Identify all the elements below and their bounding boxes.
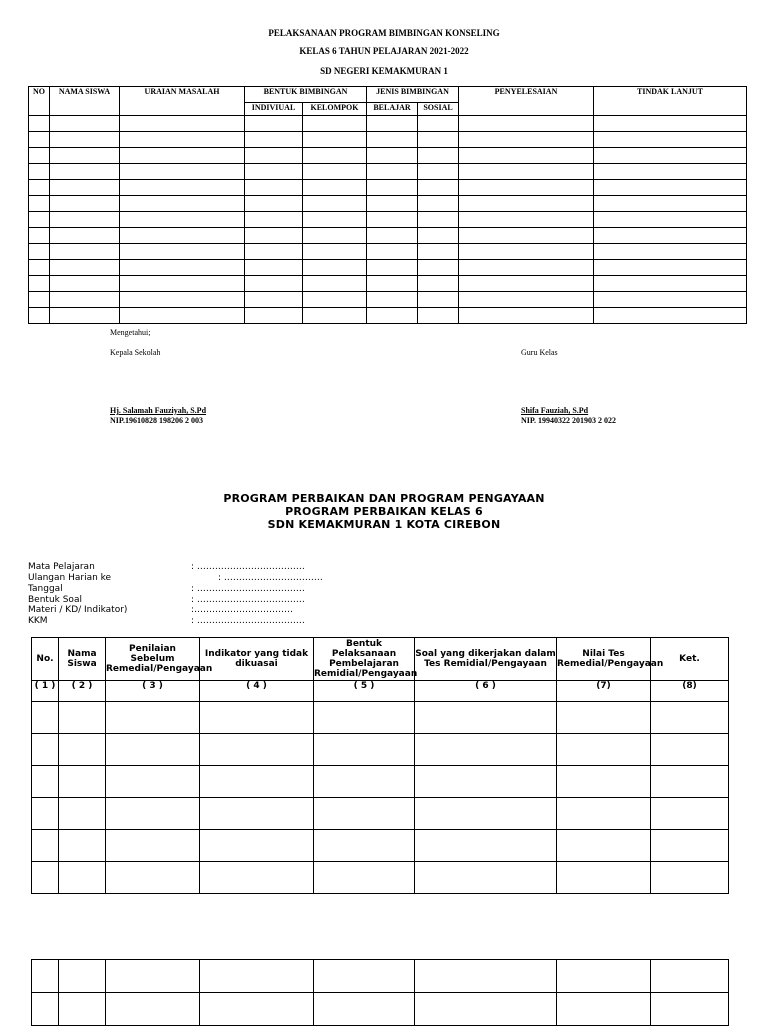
empty-cell [367,148,418,164]
empty-cell [29,132,50,148]
table-row [29,228,747,244]
header-sosial: SOSIAL [418,103,459,116]
empty-cell [245,116,303,132]
section1-title-line1: PELAKSANAAN PROGRAM BIMBINGAN KONSELING [268,28,500,38]
empty-cell [106,734,200,766]
field-materi-label: Materi / KD/ Indikator) [28,605,128,615]
empty-cell [59,702,106,734]
section2-title-line2: PROGRAM PERBAIKAN KELAS 6 [285,505,483,518]
empty-cell [459,276,594,292]
empty-cell [245,148,303,164]
empty-cell [50,260,120,276]
empty-cell [459,228,594,244]
empty-cell [314,798,415,830]
header-no: NO [29,87,50,116]
empty-cell [303,116,367,132]
empty-cell [303,244,367,260]
section1-title-line3: SD NEGERI KEMAKMURAN 1 [320,66,448,76]
table-row [32,993,729,1026]
empty-cell [594,260,747,276]
empty-cell [59,798,106,830]
empty-cell [594,164,747,180]
empty-cell [50,164,120,180]
empty-cell [50,196,120,212]
empty-cell [29,228,50,244]
empty-cell [314,702,415,734]
empty-cell [120,244,245,260]
empty-cell [120,308,245,324]
column-number: ( 6 ) [415,681,557,702]
empty-cell [459,148,594,164]
empty-cell [32,766,59,798]
kepala-sekolah-name: Hj. Salamah Fauziyah, S.Pd [110,406,207,415]
empty-cell [59,993,106,1026]
empty-cell [59,862,106,894]
empty-cell [651,798,729,830]
empty-cell [29,164,50,180]
header-nama-siswa: NAMA SISWA [50,87,120,116]
empty-cell [367,196,418,212]
table-row [29,116,747,132]
empty-cell [245,228,303,244]
empty-cell [303,148,367,164]
empty-cell [50,132,120,148]
empty-cell [557,862,651,894]
empty-cell [415,993,557,1026]
empty-cell [651,734,729,766]
empty-cell [459,180,594,196]
empty-cell [418,180,459,196]
table-row [32,766,729,798]
table-row [29,244,747,260]
empty-cell [50,148,120,164]
empty-cell [245,276,303,292]
empty-cell [594,292,747,308]
empty-cell [415,766,557,798]
empty-cell [200,766,314,798]
empty-cell [59,766,106,798]
empty-cell [29,292,50,308]
empty-cell [106,862,200,894]
empty-cell [651,960,729,993]
empty-cell [651,766,729,798]
empty-cell [245,164,303,180]
guru-kelas-nip: NIP. 19940322 201903 2 022 [521,416,617,425]
table-row [32,960,729,993]
empty-cell [418,308,459,324]
field-kkm-value: : ……………………………… [191,616,305,626]
empty-cell [200,798,314,830]
empty-cell [415,960,557,993]
empty-cell [50,116,120,132]
empty-cell [303,196,367,212]
empty-cell [106,766,200,798]
empty-cell [29,244,50,260]
header-penilaian: Penilaian Sebelum Remedial/Pengayaan [106,638,200,681]
table-row [29,164,747,180]
empty-cell [415,734,557,766]
empty-cell [651,862,729,894]
empty-cell [557,702,651,734]
empty-cell [32,830,59,862]
column-number: ( 2 ) [59,681,106,702]
empty-cell [303,276,367,292]
table-row [29,148,747,164]
empty-cell [106,993,200,1026]
empty-cell [651,993,729,1026]
empty-cell [32,960,59,993]
empty-cell [418,196,459,212]
guru-kelas-name: Shifa Fauziah, S.Pd [521,406,589,415]
table-row [29,276,747,292]
empty-cell [59,830,106,862]
empty-cell [303,308,367,324]
empty-cell [557,993,651,1026]
empty-cell [367,132,418,148]
header-indikator: Indikator yang tidak dikuasai [200,638,314,681]
column-number: ( 5 ) [314,681,415,702]
empty-cell [303,228,367,244]
empty-cell [557,798,651,830]
empty-cell [594,132,747,148]
empty-cell [29,116,50,132]
column-number: (8) [651,681,729,702]
empty-cell [303,212,367,228]
empty-cell [594,180,747,196]
column-number: ( 4 ) [200,681,314,702]
empty-cell [59,734,106,766]
empty-cell [245,308,303,324]
empty-cell [314,862,415,894]
empty-cell [651,830,729,862]
empty-cell [245,180,303,196]
empty-cell [459,292,594,308]
empty-cell [367,228,418,244]
empty-cell [50,228,120,244]
header-nama-siswa: Nama Siswa [59,638,106,681]
empty-cell [29,308,50,324]
empty-cell [418,212,459,228]
field-ulangan-value: : …………………………… [218,573,323,583]
empty-cell [120,148,245,164]
empty-cell [594,148,747,164]
empty-cell [120,116,245,132]
empty-cell [120,132,245,148]
empty-cell [59,960,106,993]
empty-cell [120,276,245,292]
empty-cell [29,260,50,276]
empty-cell [120,260,245,276]
empty-cell [314,993,415,1026]
empty-cell [29,180,50,196]
section2-title-line1: PROGRAM PERBAIKAN DAN PROGRAM PENGAYAAN [223,492,545,505]
empty-cell [50,308,120,324]
empty-cell [245,212,303,228]
empty-cell [459,132,594,148]
empty-cell [32,993,59,1026]
empty-cell [314,766,415,798]
empty-cell [200,734,314,766]
field-tanggal-value: : ……………………………… [191,584,305,594]
empty-cell [418,148,459,164]
empty-cell [459,212,594,228]
table-row [32,798,729,830]
table-row [32,862,729,894]
empty-cell [314,830,415,862]
field-kkm-label: KKM [28,616,48,626]
empty-cell [314,960,415,993]
empty-cell [120,292,245,308]
remedial-table-continued [31,959,729,1026]
empty-cell [367,116,418,132]
empty-cell [418,244,459,260]
empty-cell [594,308,747,324]
header-penyelesaian: PENYELESAIAN [459,87,594,116]
empty-cell [367,164,418,180]
column-number: (7) [557,681,651,702]
empty-cell [557,766,651,798]
empty-cell [245,260,303,276]
empty-cell [415,798,557,830]
table-row [29,196,747,212]
kepala-sekolah-label: Kepala Sekolah [110,348,161,357]
empty-cell [594,196,747,212]
empty-cell [459,260,594,276]
empty-cell [459,196,594,212]
empty-cell [303,260,367,276]
empty-cell [106,960,200,993]
guru-kelas-label: Guru Kelas [521,348,558,357]
empty-cell [50,180,120,196]
header-bentuk-pelaksanaan: Bentuk Pelaksanaan Pembelajaran Remidial/Pengayaan [314,639,418,679]
empty-cell [314,734,415,766]
empty-cell [32,734,59,766]
empty-cell [32,798,59,830]
table-row [29,180,747,196]
empty-cell [32,702,59,734]
empty-cell [50,276,120,292]
header-no: No. [32,638,59,681]
field-bentuk-soal-label: Bentuk Soal [28,595,82,605]
remedial-table [31,637,729,894]
empty-cell [200,702,314,734]
empty-cell [367,180,418,196]
field-mata-pelajaran-value: : ……………………………… [191,562,305,572]
empty-cell [594,276,747,292]
empty-cell [415,862,557,894]
empty-cell [557,734,651,766]
table-row [32,702,729,734]
field-tanggal-label: Tanggal [28,584,63,594]
empty-cell [557,830,651,862]
empty-cell [245,196,303,212]
empty-cell [367,260,418,276]
field-materi-value: :…………………………… [191,605,294,615]
field-ulangan-label: Ulangan Harian ke [28,573,112,583]
empty-cell [120,180,245,196]
field-bentuk-soal-value: : ……………………………… [191,595,305,605]
header-uraian-masalah: URAIAN MASALAH [120,87,245,116]
column-number: ( 3 ) [106,681,200,702]
kepala-sekolah-nip: NIP.19610828 198206 2 003 [110,416,204,425]
empty-cell [594,116,747,132]
empty-cell [303,164,367,180]
empty-cell [418,132,459,148]
header-nilai-tes: Nilai Tes Remedial/Pengayaan [557,638,651,681]
empty-cell [594,244,747,260]
empty-cell [459,308,594,324]
empty-cell [29,196,50,212]
empty-cell [367,212,418,228]
empty-cell [50,292,120,308]
table-row [29,260,747,276]
empty-cell [106,830,200,862]
header-kelompok: KELOMPOK [303,103,367,116]
empty-cell [120,212,245,228]
empty-cell [245,244,303,260]
empty-cell [594,212,747,228]
empty-cell [418,228,459,244]
table-row [29,212,747,228]
header-soal: Soal yang dikerjakan dalam Tes Remidial/Pengayaan [415,638,557,681]
header-bentuk-bimbingan: BENTUK BIMBINGAN [245,87,367,103]
empty-cell [200,993,314,1026]
empty-cell [415,830,557,862]
empty-cell [303,180,367,196]
empty-cell [120,164,245,180]
mengetahui-label: Mengetahui; [110,328,151,337]
empty-cell [29,148,50,164]
empty-cell [29,212,50,228]
empty-cell [32,862,59,894]
empty-cell [418,164,459,180]
empty-cell [418,260,459,276]
empty-cell [459,244,594,260]
header-ket: Ket. [651,638,729,681]
empty-cell [367,308,418,324]
empty-cell [50,244,120,260]
empty-cell [303,132,367,148]
empty-cell [245,132,303,148]
empty-cell [367,276,418,292]
header-tindak-lanjut: TINDAK LANJUT [594,87,747,116]
empty-cell [106,798,200,830]
empty-cell [120,228,245,244]
empty-cell [459,164,594,180]
empty-cell [415,702,557,734]
empty-cell [651,702,729,734]
empty-cell [367,292,418,308]
table-row [29,308,747,324]
header-individual: INDIVIUAL [245,103,303,116]
empty-cell [594,228,747,244]
empty-cell [418,276,459,292]
empty-cell [200,830,314,862]
empty-cell [50,212,120,228]
empty-cell [245,292,303,308]
empty-cell [367,244,418,260]
empty-cell [557,960,651,993]
empty-cell [120,196,245,212]
table-row [29,132,747,148]
table-row [32,830,729,862]
empty-cell [418,292,459,308]
empty-cell [200,862,314,894]
counseling-table [28,86,747,324]
empty-cell [459,116,594,132]
table-row [32,734,729,766]
section1-title-line2: KELAS 6 TAHUN PELAJARAN 2021-2022 [299,46,469,56]
empty-cell [303,292,367,308]
table-row [29,292,747,308]
empty-cell [200,960,314,993]
empty-cell [106,702,200,734]
header-belajar: BELAJAR [367,103,418,116]
empty-cell [418,116,459,132]
section2-title-line3: SDN KEMAKMURAN 1 KOTA CIREBON [267,518,501,531]
column-number: ( 1 ) [32,681,59,702]
header-jenis-bimbingan: JENIS BIMBINGAN [367,87,459,103]
empty-cell [29,276,50,292]
field-mata-pelajaran-label: Mata Pelajaran [28,562,95,572]
